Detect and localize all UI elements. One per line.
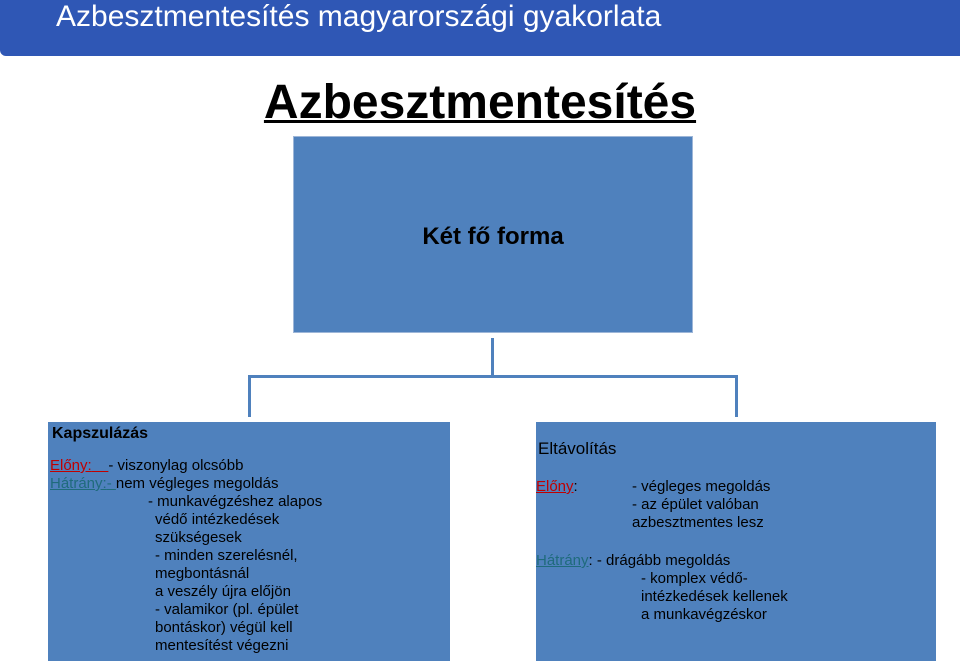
left-pro-gap [92, 457, 109, 474]
root-node [293, 136, 693, 333]
left-con-line-0: nem végleges megoldás [115, 475, 279, 492]
left-con-line-9: mentesítést végezni [155, 637, 289, 654]
left-con-line-1: - munkavégzéshez alapos [148, 493, 323, 510]
left-con-line-5: megbontásnál [155, 565, 250, 582]
right-con-line-2: a munkavégzéskor [641, 606, 767, 623]
left-pro-label: Előny: [50, 457, 92, 474]
root-node-label: Két fő forma [422, 223, 564, 250]
left-node-encapsulation [48, 422, 450, 661]
connector-vertical-root [491, 338, 494, 376]
connector-right-drop [735, 375, 738, 417]
left-con-label: Hátrány: [50, 475, 107, 492]
left-con-line-3: szükségesek [155, 529, 242, 546]
slide-header [0, 0, 960, 56]
right-node-removal [536, 422, 936, 661]
left-con-line [50, 475, 278, 493]
left-con-line-2: védő intézkedések [155, 511, 280, 528]
right-con-first: : - drágább megoldás [588, 552, 731, 569]
right-pro-label: Előny [536, 478, 574, 495]
left-node-title: Kapszulázás [52, 425, 149, 442]
right-pro-line-1: - az épület valóban [632, 496, 759, 513]
right-pro-line-0: - végleges megoldás [632, 478, 771, 495]
right-pro-label-line [536, 478, 578, 496]
right-pro-colon: : [573, 478, 578, 495]
right-con-label: Hátrány [536, 552, 589, 569]
left-con-dash: - [106, 475, 116, 492]
slide-title: Azbesztmentesítés magyarországi gyakorlata [56, 0, 662, 33]
left-con-line-4: - minden szerelésnél, [155, 547, 298, 564]
left-con-line-7: - valamikor (pl. épület [155, 601, 299, 618]
right-con-line-1: intézkedések kellenek [641, 588, 788, 605]
left-pro-line [50, 457, 243, 475]
connector-left-drop [248, 375, 251, 417]
right-node-title: Eltávolítás [538, 439, 617, 458]
right-con-line-0: - komplex védő- [641, 570, 748, 587]
right-pro-line-2: azbesztmentes lesz [632, 514, 764, 531]
right-con-line [536, 552, 730, 570]
diagram-title: Azbesztmentesítés [263, 76, 697, 129]
left-con-line-8: bontáskor) végül kell [155, 619, 293, 636]
left-pro-text: - viszonylag olcsóbb [108, 457, 244, 474]
connector-horizontal [248, 375, 738, 378]
left-con-line-6: a veszély újra előjön [155, 583, 291, 600]
